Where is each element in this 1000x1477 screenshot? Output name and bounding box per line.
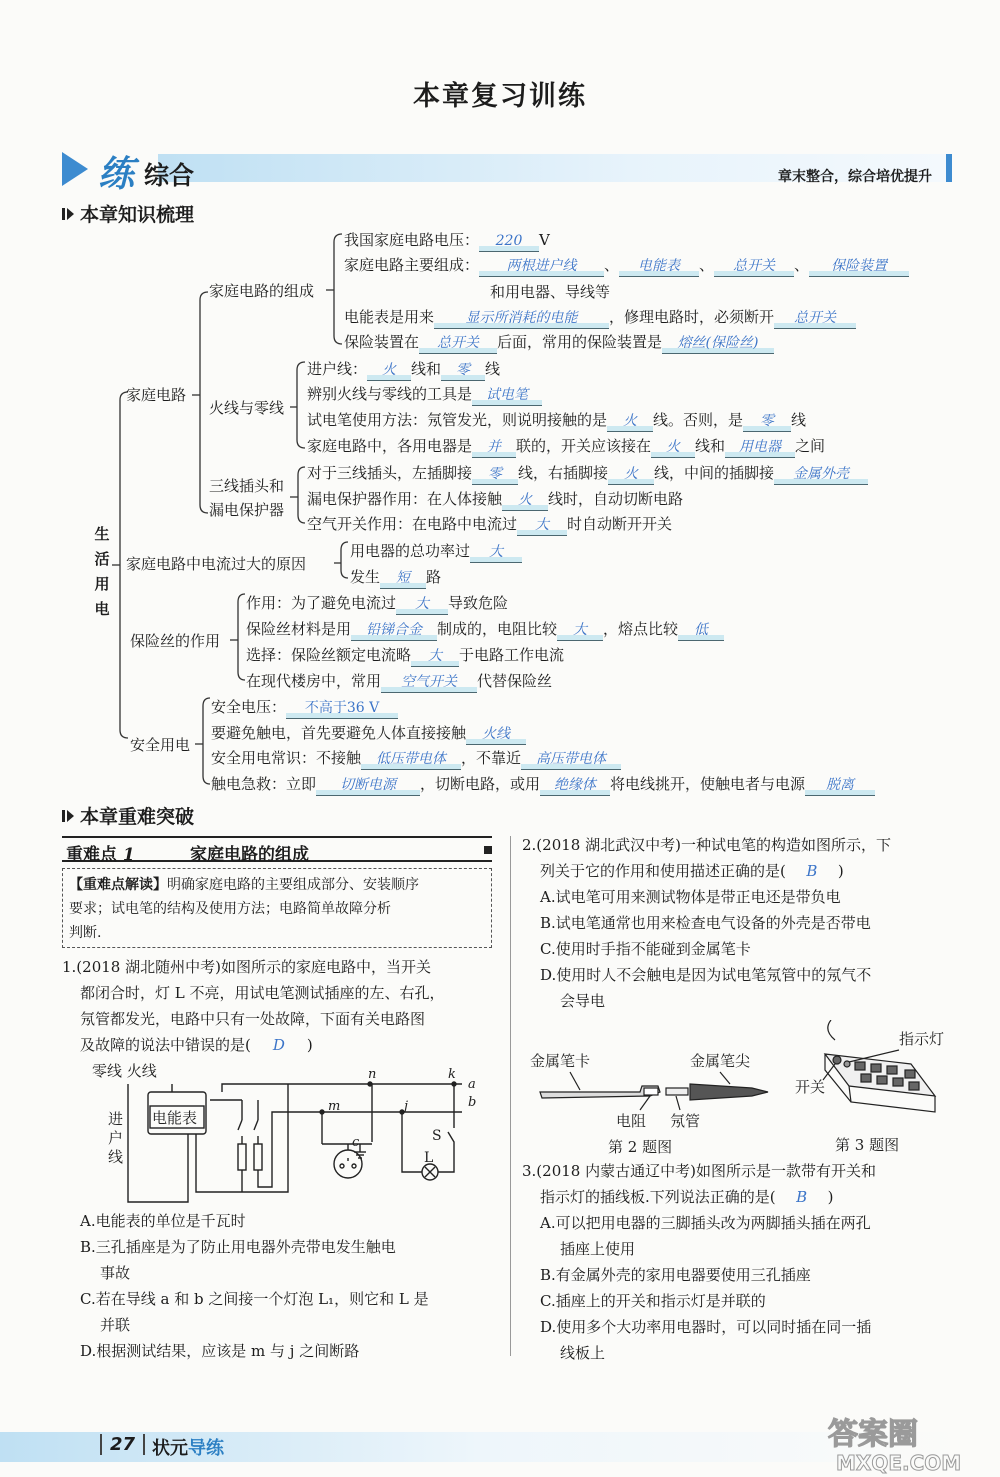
svg-text:L: L — [424, 1150, 434, 1166]
label-pen-clip: 金属笔卡 — [530, 1052, 591, 1070]
square-marker-icon — [484, 846, 492, 854]
section-heading-difficult: 本章重难突破 — [62, 802, 194, 829]
label-switch: 开关 — [795, 1078, 826, 1096]
leaf-short-circuit: 发生 短 路 — [350, 567, 441, 589]
svg-text:户: 户 — [108, 1129, 124, 1147]
svg-text:MXQE.COM: MXQE.COM — [836, 1451, 962, 1474]
leaf-appliance-parallel: 家庭电路中，各用电器是 并 联的，开关应该接在 火 线和 用电器 之间 — [307, 436, 825, 458]
svg-text:k: k — [448, 1067, 456, 1082]
q1-stem-3: 氖管都发光，电路中只有一处故障，下面有关电路图 — [80, 1010, 426, 1028]
leaf-leak-protector: 漏电保护器作用：在人体接触 火 线时，自动切断电路 — [307, 489, 683, 511]
label-pen-tip: 金属笔尖 — [690, 1052, 751, 1070]
leaf-tester-tool: 辨别火线与零线的工具是 试电笔 — [307, 384, 542, 406]
page-number: 27 — [100, 1434, 145, 1455]
q3-option-b: B.有金属外壳的家用电器要使用三孔插座 — [540, 1266, 811, 1284]
svg-text:进: 进 — [108, 1110, 124, 1128]
column-divider — [510, 836, 511, 1356]
meter-label: 电能表 — [152, 1109, 198, 1127]
svg-text:a: a — [468, 1077, 476, 1092]
leaf-fuse-role: 作用：为了避免电流过 大 导致危险 — [246, 593, 508, 615]
node-composition: 家庭电路的组成 — [209, 282, 315, 300]
figure-2-caption: 第 2 题图 — [608, 1138, 673, 1156]
q1-option-b-cont: 事故 — [100, 1264, 131, 1282]
leaf-main-parts: 家庭电路主要组成： 两根进户线 、 电能表 、 总开关 、 保险装置 — [344, 255, 909, 277]
q2-stem-1: 2.(2018 湖北武汉中考)一种试电笔的构造如图所示，下 — [522, 836, 891, 854]
leaf-air-switch: 空气开关作用：在电路中电流过 大 时自动断开开关 — [307, 514, 672, 536]
q3-stem-2: 指示灯的插线板.下列说法正确的是( B ) — [540, 1184, 833, 1210]
triangle-marker-icon — [62, 810, 74, 822]
leaf-fuse-material: 保险丝材料是用 铅锑合金 制成的，电阻比较 大 ，熔点比较 低 — [246, 619, 724, 641]
svg-text:m: m — [328, 1099, 341, 1114]
svg-text:答案圈: 答案圈 — [828, 1417, 918, 1452]
banner-lian: 练 — [98, 153, 135, 195]
banner-subtitle: 章末整合，综合培优提升 — [778, 169, 932, 185]
q2-option-d-cont: 会导电 — [560, 992, 606, 1010]
node-safety: 安全用电 — [130, 736, 191, 754]
q1-option-d: D.根据测试结果，应该是 m 与 j 之间断路 — [80, 1342, 360, 1360]
leaf-fuse-position: 保险装置在 总开关 后面，常用的保险装置是 熔丝(保险丝) — [344, 332, 774, 354]
leaf-first-aid: 触电急救：立即 切断电源 ，切断电路，或用 绝缘体 将电线挑开，使触电者与电源 脱离 — [211, 774, 875, 796]
leaf-three-pin: 对于三线插头，左插脚接 零 线，右插脚接 火 线，中间的插脚接 金属外壳 — [307, 463, 868, 485]
q2-answer: B — [806, 862, 818, 880]
tree-root: 生活用电 — [94, 525, 110, 618]
keypoint-header — [62, 836, 492, 865]
svg-text:c: c — [352, 1135, 360, 1150]
power-strip-figure — [795, 1020, 955, 1160]
banner-label: 综合 — [144, 161, 195, 190]
label-indicator: 指示灯 — [899, 1030, 945, 1048]
keypoint-label: 重难点 1 — [66, 845, 135, 865]
q1-option-c-cont: 并联 — [100, 1316, 131, 1334]
node-overcurrent-cause: 家庭电路中电流过大的原因 — [126, 555, 307, 573]
leaf-safety-common: 安全用电常识：不接触 低压带电体 ，不靠近 高压带电体 — [211, 748, 621, 770]
figure-3-caption: 第 3 题图 — [835, 1136, 900, 1154]
q2-option-b: B.试电笔通常也用来检查电气设备的外壳是否带电 — [540, 914, 871, 932]
leaf-safe-voltage: 安全电压： 不高于36 V — [211, 697, 398, 719]
q3-option-d: D.使用多个大功率用电器时，可以同时插在同一插 — [540, 1318, 872, 1336]
test-pen-figure — [530, 1048, 780, 1158]
leaf-fuse-select: 选择：保险丝额定电流略 大 于电路工作电流 — [246, 645, 564, 667]
q1-option-b: B.三孔插座是为了防止用电器外壳带电发生触电 — [80, 1238, 396, 1256]
q3-option-a-cont: 插座上使用 — [560, 1240, 636, 1258]
svg-text:n: n — [368, 1067, 377, 1082]
svg-text:线: 线 — [108, 1148, 124, 1166]
leaf-overload: 用电器的总功率过 大 — [350, 541, 522, 563]
q2-option-d: D.使用时人不会触电是因为试电笔氖管中的氖气不 — [540, 966, 872, 984]
q1-answer: D — [272, 1036, 285, 1054]
leaf-tester-method: 试电笔使用方法：氖管发光，则说明接触的是 火 线。否则，是 零 线 — [307, 410, 806, 432]
section-heading-knowledge: 本章知识梳理 — [62, 200, 194, 227]
q2-stem-2: 列关于它的作用和使用描述正确的是( B ) — [540, 858, 844, 884]
node-plug-b: 漏电保护器 — [209, 501, 285, 519]
q3-option-a: A.可以把用电器的三脚插头改为两脚插头插在两孔 — [540, 1214, 871, 1232]
home-circuit-diagram — [92, 1062, 492, 1207]
q1-option-c: C.若在导线 a 和 b 之间接一个灯泡 L₁，则它和 L 是 — [80, 1290, 429, 1308]
watermark-logo — [822, 1410, 972, 1474]
q1-option-a: A.电能表的单位是千瓦时 — [80, 1212, 246, 1230]
q3-stem-1: 3.(2018 内蒙古通辽中考)如图所示是一款带有开关和 — [522, 1162, 876, 1180]
q1-stem-2: 都闭合时，灯 L 不亮，用试电笔测试插座的左、右孔， — [80, 984, 445, 1002]
label-lines: 零线 火线 — [92, 1062, 157, 1080]
q3-answer: B — [796, 1188, 808, 1206]
node-fuse: 保险丝的作用 — [130, 632, 221, 650]
q1-stem-4: 及故障的说法中错误的是( D ) — [80, 1032, 313, 1058]
leaf-entry-lines: 进户线： 火 线和 零 线 — [307, 359, 500, 381]
leaf-avoid-shock: 要避免触电，首先要避免人体直接接触 火线 — [211, 723, 526, 745]
q2-option-c: C.使用时手指不能碰到金属笔卡 — [540, 940, 751, 958]
svg-text:b: b — [468, 1095, 477, 1110]
label-resistor: 电阻 — [616, 1112, 647, 1130]
q3-option-c: C.插座上的开关和指示灯是并联的 — [540, 1292, 766, 1310]
node-plug-a: 三线插头和 — [209, 477, 285, 495]
leaf-other-parts: 和用电器、导线等 — [490, 283, 611, 301]
page-title: 本章复习训练 — [413, 81, 587, 112]
brand-name: 状元导练 — [152, 1438, 224, 1459]
q3-option-d-cont: 线板上 — [560, 1344, 606, 1362]
q1-stem-1: 1.(2018 湖北随州中考)如图所示的家庭电路中，当开关 — [62, 958, 431, 976]
node-home-circuit: 家庭电路 — [126, 386, 187, 404]
node-live-neutral: 火线与零线 — [209, 399, 285, 417]
q2-option-a: A.试电笔可用来测试物体是带正电还是带负电 — [540, 888, 841, 906]
leaf-fuse-replace: 在现代楼房中，常用 空气开关 代替保险丝 — [246, 671, 552, 693]
keypoint-title: 家庭电路的组成 — [190, 845, 309, 865]
svg-text:j: j — [404, 1099, 409, 1114]
leaf-voltage: 我国家庭电路电压： 220 V — [344, 230, 550, 252]
explanation-tag: 【重难点解读】 — [69, 877, 167, 893]
svg-text:S: S — [432, 1128, 442, 1144]
label-neon-tube: 氖管 — [670, 1112, 701, 1130]
keypoint-explanation: 【重难点解读】明确家庭电路的主要组成部分、安装顺序 要求；试电笔的结构及使用方法；电路简单故障分析 判断. — [62, 868, 492, 948]
leaf-meter-use: 电能表是用来 显示所消耗的电能 ，修理电路时，必须断开 总开关 — [344, 307, 856, 329]
